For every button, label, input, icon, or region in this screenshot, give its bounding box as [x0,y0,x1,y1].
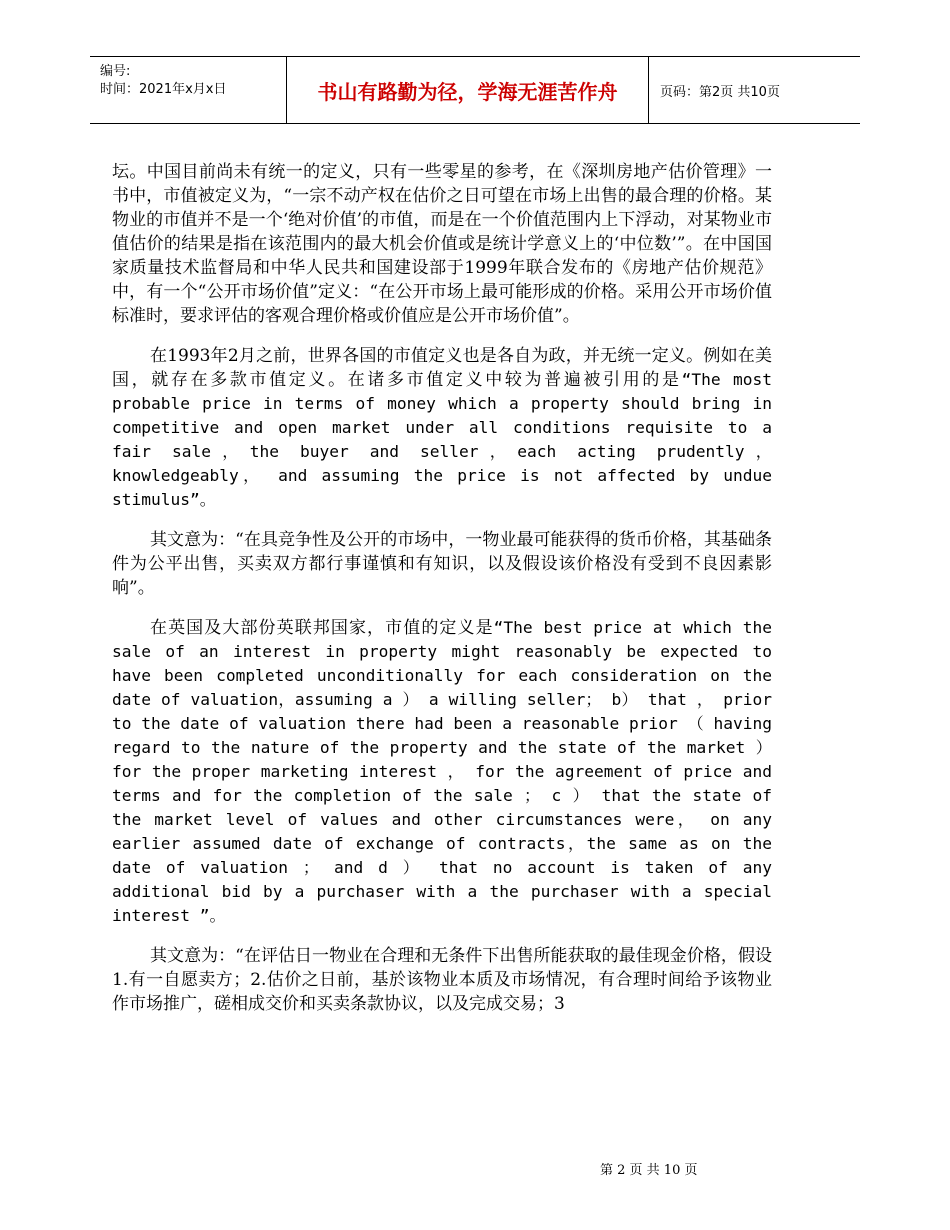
paragraph-4 [112,616,772,928]
header-motto: 书山有路勤为径，学海无涯苦作舟 [287,57,649,123]
paragraph-1: 坛。中国目前尚未有统一的定义，只有一些零星的参考，在《深圳房地产估价管理》一书中，市值被定义为，“一宗不动产权在估价之日可望在市场上出售的最合理的价格。某物业的市值并不是一个‘绝对价值’的市值，而是在一个价值范围内上下浮动，对某物业市值估价的结果是指在该范围内的最大机会价值或是统计学意义上的‘中位数’”。在中国国家质量技术监督局和中华人民共和国建设部于1999年联合发布的《房地产估价规范》中，有一个“公开市场价值”定义：“在公开市场上最可能形成的价格。采用公开市场价值标准时，要求评估的客观合理价格或价值应是公开市场价值”。 [112,162,772,326]
paragraph-2-lead: 在1993年2月之前，世界各国的市值定义也是各自为政，并无统一定义。例如在美国，就存在多款市值定义。在诸多市值定义中较为普遍被引用的是 [112,346,772,390]
page-header [90,56,860,124]
header-page-info: 页码：第2页 共10页 [660,84,780,100]
header-meta [90,57,287,123]
paragraph-2-quote: “The most probable price in terms of money which a property should bring in competitive and open market under all conditions requisite to a fair sale，the buyer and seller，each acting prudently，knowledgeably， and assuming the price is not affected by undue stimulus”。 [112,370,772,509]
paragraph-5: 其文意为：“在评估日一物业在合理和无条件下出售所能获取的最佳现金价格，假设1.有一自愿卖方；2.估价之日前，基於该物业本质及市场情况，有合理时间给予该物业作市场推广，磋相成交价和买卖条款协议，以及完成交易；3 [112,946,772,1014]
paragraph-2 [112,344,772,512]
paragraph-3: 其文意为：“在具竞争性及公开的市场中，一物业最可能获得的货币价格，其基础条件为公平出售，买卖双方都行事谨慎和有知识，以及假设该价格没有受到不良因素影响”。 [112,530,772,598]
document-number-label: 编号: [100,64,131,79]
paragraph-4-quote: “The best price at which the sale of an interest in property might reasonably be expected to have been completed unconditionally for each consideration on the date of valuation，assuming a ） a willing seller； b） that ， prior to the date of valuation there had been a reasonable prior （ having regard to the nature of the property and the state of the market ） for the proper marketing interest ， for the agreement of price and terms and for the completion of the sale ； c ） that the state of the market level of values and other circumstances were， on any earlier assumed date of exchange of contracts，the same as on the date of valuation ； and d ） that no account is taken of any additional bid by a purchaser with a the purchaser with a special interest ”。 [112,618,772,925]
paragraph-4-lead: 在英国及大部份英联邦国家，市值的定义是 [150,618,494,638]
page-footer: 第 2 页 共 10 页 [600,1163,698,1178]
document-time: 时间：2021年x月x日 [100,82,227,97]
document-body [112,160,772,1032]
